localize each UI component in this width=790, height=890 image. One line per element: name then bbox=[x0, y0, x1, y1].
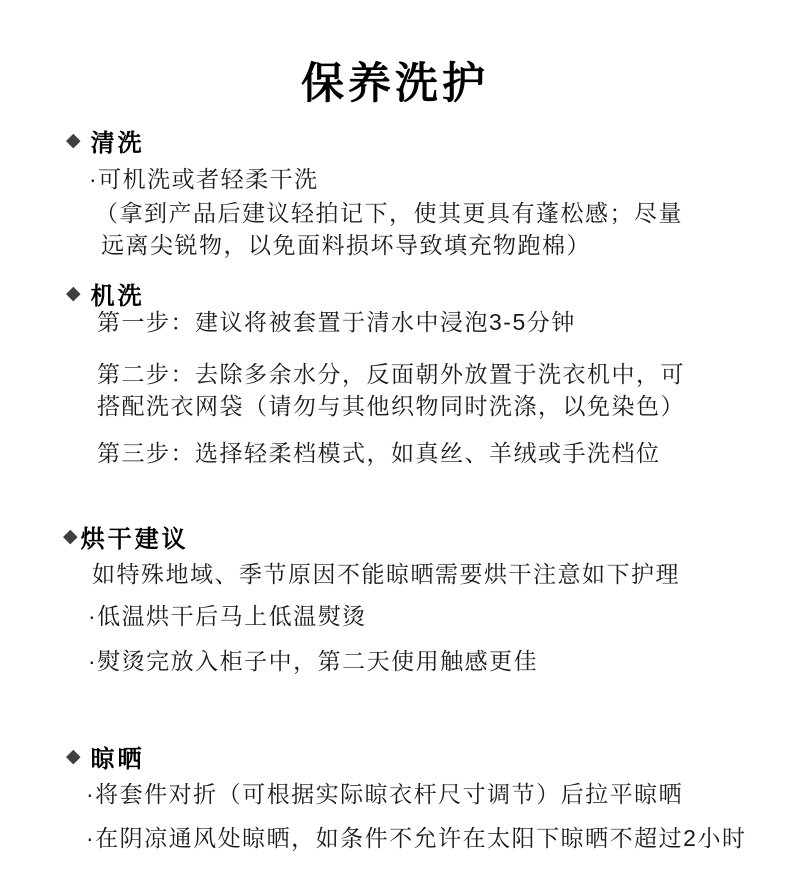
body-line: ·可机洗或者轻柔干洗 bbox=[89, 166, 319, 192]
section-heading-label: 烘干建议 bbox=[80, 526, 189, 553]
body-line: 第二步：去除多余水分，反面朝外放置于洗衣机中，可 bbox=[97, 361, 685, 387]
diamond-bullet-icon: ◆ bbox=[66, 283, 81, 304]
section-heading-drying-advice bbox=[63, 519, 189, 554]
section-heading-label: 清洗 bbox=[90, 130, 145, 157]
section-heading-label: 机洗 bbox=[90, 283, 145, 310]
body-line: 远离尖锐物，以免面料损坏导致填充物跑棉） bbox=[101, 232, 591, 258]
body-line: 如特殊地域、季节原因不能晾晒需要烘干注意如下护理 bbox=[92, 561, 680, 587]
body-line: 搭配洗衣网袋（请勿与其他织物同时洗涤，以免染色） bbox=[97, 393, 685, 419]
section-heading-sun-drying bbox=[66, 739, 145, 774]
section-heading-cleaning bbox=[66, 123, 145, 158]
diamond-bullet-icon: ◆ bbox=[66, 130, 81, 151]
page-title: 保养洗护 bbox=[301, 60, 489, 108]
section-heading-label: 晾晒 bbox=[90, 746, 145, 773]
body-line: 第一步：建议将被套置于清水中浸泡3-5分钟 bbox=[97, 309, 576, 335]
diamond-bullet-icon: ◆ bbox=[63, 526, 78, 547]
body-line: 第三步：选择轻柔档模式，如真丝、羊绒或手洗档位 bbox=[97, 440, 661, 466]
body-line: ·熨烫完放入柜子中，第二天使用触感更佳 bbox=[88, 648, 539, 674]
body-line: ·将套件对折（可根据实际晾衣杆尺寸调节）后拉平晾晒 bbox=[86, 781, 684, 807]
diamond-bullet-icon: ◆ bbox=[66, 746, 81, 767]
body-line: （拿到产品后建议轻拍记下，使其更具有蓬松感；尽量 bbox=[95, 200, 683, 226]
body-line: ·低温烘干后马上低温熨烫 bbox=[88, 603, 367, 629]
body-line: ·在阴凉通风处晾晒，如条件不允许在太阳下晾晒不超过2小时 bbox=[86, 825, 747, 851]
